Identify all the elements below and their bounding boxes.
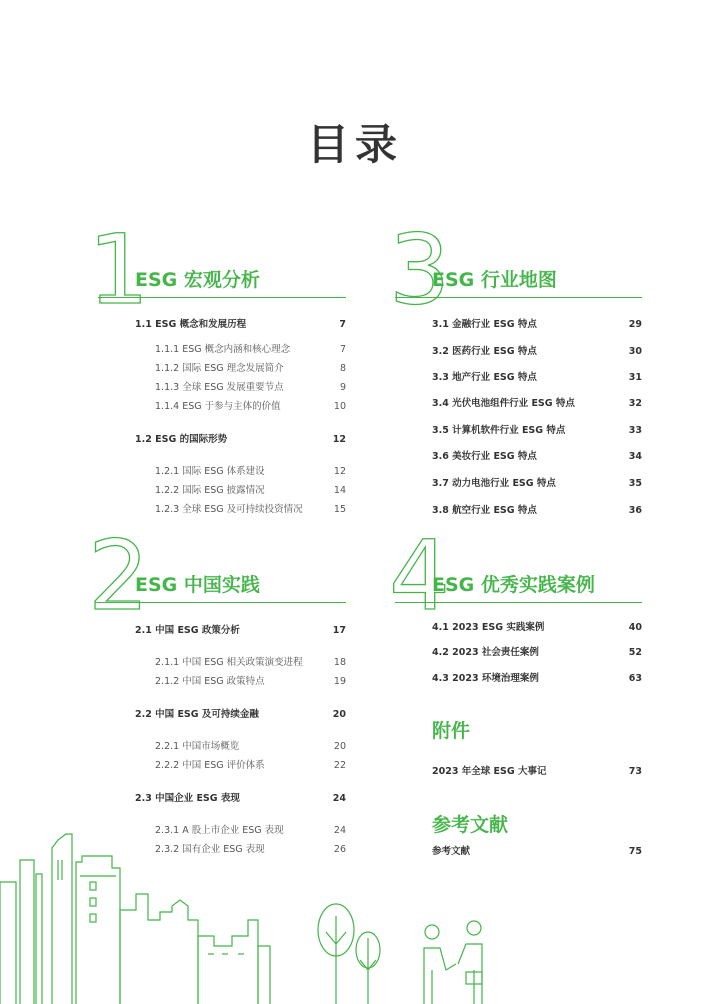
toc-entry[interactable]: [432, 670, 642, 684]
toc-entry[interactable]: [155, 673, 346, 687]
toc-entry-label: 4.3 2023 环境治理案例: [432, 673, 539, 684]
toc-entry[interactable]: [432, 369, 642, 383]
handshake-people-icon: [424, 921, 482, 1004]
toc-entry[interactable]: [155, 482, 346, 496]
toc-entry-page: 7: [339, 319, 346, 330]
toc-entry-label: 1.2 ESG 的国际形势: [135, 434, 228, 445]
toc-entry-page: 20: [332, 709, 346, 720]
toc-entry[interactable]: [155, 379, 346, 393]
toc-entry-page: 12: [332, 434, 346, 445]
illustration: [0, 820, 520, 1004]
toc-entry[interactable]: [432, 502, 642, 516]
toc-entry-label: 1.1.1 ESG 概念内涵和核心理念: [155, 344, 291, 355]
toc-entry[interactable]: [432, 448, 642, 462]
toc-entry-page: 19: [333, 676, 346, 687]
section-rule-4: [395, 602, 642, 603]
trees-icon: [318, 904, 380, 1004]
toc-entry-page: 24: [333, 825, 346, 836]
toc-entry[interactable]: [155, 398, 346, 412]
toc-entry[interactable]: [135, 316, 346, 330]
section-title-1[interactable]: ESG 宏观分析: [135, 269, 260, 291]
section-title-2[interactable]: ESG 中国实践: [135, 574, 260, 596]
toc-entry-label: 2023 年全球 ESG 大事记: [432, 766, 547, 777]
toc-entry-page: 31: [628, 372, 642, 383]
toc-entry[interactable]: [135, 431, 346, 445]
toc-entry-label: 1.1 ESG 概念和发展历程: [135, 319, 247, 330]
toc-entry-page: 14: [333, 485, 346, 496]
toc-entry-label: 3.4 光伏电池组件行业 ESG 特点: [432, 398, 575, 409]
toc-entry-page: 29: [628, 319, 642, 330]
toc-entry-page: 40: [628, 622, 642, 633]
page-title: 目录: [306, 120, 403, 169]
toc-entry[interactable]: [432, 644, 642, 658]
section-number-2: 2: [88, 520, 150, 632]
toc-entry-page: 17: [332, 625, 346, 636]
toc-entry-label: 1.2.2 国际 ESG 披露情况: [155, 485, 265, 496]
toc-entry-page: 63: [628, 673, 642, 684]
toc-entry-page: 10: [333, 401, 346, 412]
toc-entry[interactable]: [135, 706, 346, 720]
toc-entry-label: 2.2.1 中国市场概览: [155, 741, 240, 752]
toc-entry-page: 24: [332, 793, 346, 804]
toc-entry-page: 52: [628, 647, 642, 658]
toc-entry[interactable]: [155, 654, 346, 668]
toc-entry-page: 33: [628, 425, 642, 436]
toc-entry-page: 9: [339, 382, 346, 393]
toc-entry-page: 34: [628, 451, 642, 462]
toc-entry[interactable]: [155, 360, 346, 374]
toc-entry-page: 36: [628, 505, 642, 516]
toc-entry-label: 3.3 地产行业 ESG 特点: [432, 372, 537, 383]
toc-entry-page: 32: [628, 398, 642, 409]
toc-entry-page: 22: [333, 760, 346, 771]
section-title-4[interactable]: ESG 优秀实践案例: [432, 574, 595, 596]
toc-entry[interactable]: [155, 738, 346, 752]
toc-entry-label: 1.2.3 全球 ESG 及可持续投资情况: [155, 504, 303, 515]
appendix-title[interactable]: 附件: [432, 720, 471, 742]
toc-entry-page: 7: [339, 344, 346, 355]
city-skyline-icon: [0, 834, 270, 1004]
section-title-3[interactable]: ESG 行业地图: [432, 269, 557, 291]
toc-entry-label: 3.6 美妆行业 ESG 特点: [432, 451, 537, 462]
toc-entry-label: 1.1.3 全球 ESG 发展重要节点: [155, 382, 284, 393]
toc-entry-page: 20: [333, 741, 346, 752]
toc-entry[interactable]: [155, 757, 346, 771]
toc-entry-page: 75: [628, 846, 642, 857]
toc-entry-label: 4.2 2023 社会责任案例: [432, 647, 539, 658]
toc-entry-label: 3.2 医药行业 ESG 特点: [432, 346, 537, 357]
toc-entry-label: 4.1 2023 ESG 实践案例: [432, 622, 545, 633]
toc-entry-page: 18: [333, 657, 346, 668]
toc-entry[interactable]: [432, 343, 642, 357]
toc-entry-label: 2.2 中国 ESG 及可持续金融: [135, 709, 259, 720]
toc-entry-label: 2.1.2 中国 ESG 政策特点: [155, 676, 265, 687]
toc-entry[interactable]: [432, 422, 642, 436]
toc-entry-label: 2.3 中国企业 ESG 表现: [135, 793, 240, 804]
section-number-3: 3: [389, 214, 451, 326]
toc-entry[interactable]: [432, 316, 642, 330]
toc-entry-page: 12: [333, 466, 346, 477]
section-number-1: 1: [88, 214, 150, 326]
section-rule-1: [98, 297, 346, 298]
toc-entry[interactable]: [135, 622, 346, 636]
toc-entry[interactable]: [155, 341, 346, 355]
section-rule-3: [395, 297, 642, 298]
toc-entry[interactable]: [432, 475, 642, 489]
toc-entry-page: 30: [628, 346, 642, 357]
toc-entry-page: 26: [333, 844, 346, 855]
section-rule-2: [95, 602, 346, 603]
toc-entry-label: 3.5 计算机软件行业 ESG 特点: [432, 425, 566, 436]
toc-entry-label: 1.1.4 ESG 于参与主体的价值: [155, 401, 281, 412]
toc-entry-page: 8: [339, 363, 346, 374]
toc-entry-label: 2.3.1 A 股上市企业 ESG 表现: [155, 825, 284, 836]
references-title[interactable]: 参考文献: [432, 814, 509, 836]
toc-entry[interactable]: [135, 790, 346, 804]
toc-entry-label: 2.3.2 国有企业 ESG 表现: [155, 844, 265, 855]
toc-entry-label: 3.1 金融行业 ESG 特点: [432, 319, 537, 330]
toc-entry-label: 1.2.1 国际 ESG 体系建设: [155, 466, 265, 477]
toc-entry-label: 2.1.1 中国 ESG 相关政策演变进程: [155, 657, 303, 668]
toc-entry[interactable]: [155, 501, 346, 515]
toc-entry[interactable]: [155, 463, 346, 477]
toc-entry-page: 35: [628, 478, 642, 489]
toc-entry[interactable]: [432, 395, 642, 409]
appendix-entry[interactable]: [432, 763, 642, 777]
toc-entry-label: 3.7 动力电池行业 ESG 特点: [432, 478, 556, 489]
toc-entry-label: 1.1.2 国际 ESG 理念发展简介: [155, 363, 284, 374]
toc-entry-label: 2.1 中国 ESG 政策分析: [135, 625, 240, 636]
toc-entry-label: 参考文献: [432, 846, 471, 857]
toc-entry-label: 3.8 航空行业 ESG 特点: [432, 505, 537, 516]
toc-entry-page: 73: [628, 766, 642, 777]
section-number-4: 4: [389, 520, 451, 632]
toc-entry[interactable]: [432, 619, 642, 633]
toc-entry-label: 2.2.2 中国 ESG 评价体系: [155, 760, 265, 771]
toc-entry-page: 15: [333, 504, 346, 515]
